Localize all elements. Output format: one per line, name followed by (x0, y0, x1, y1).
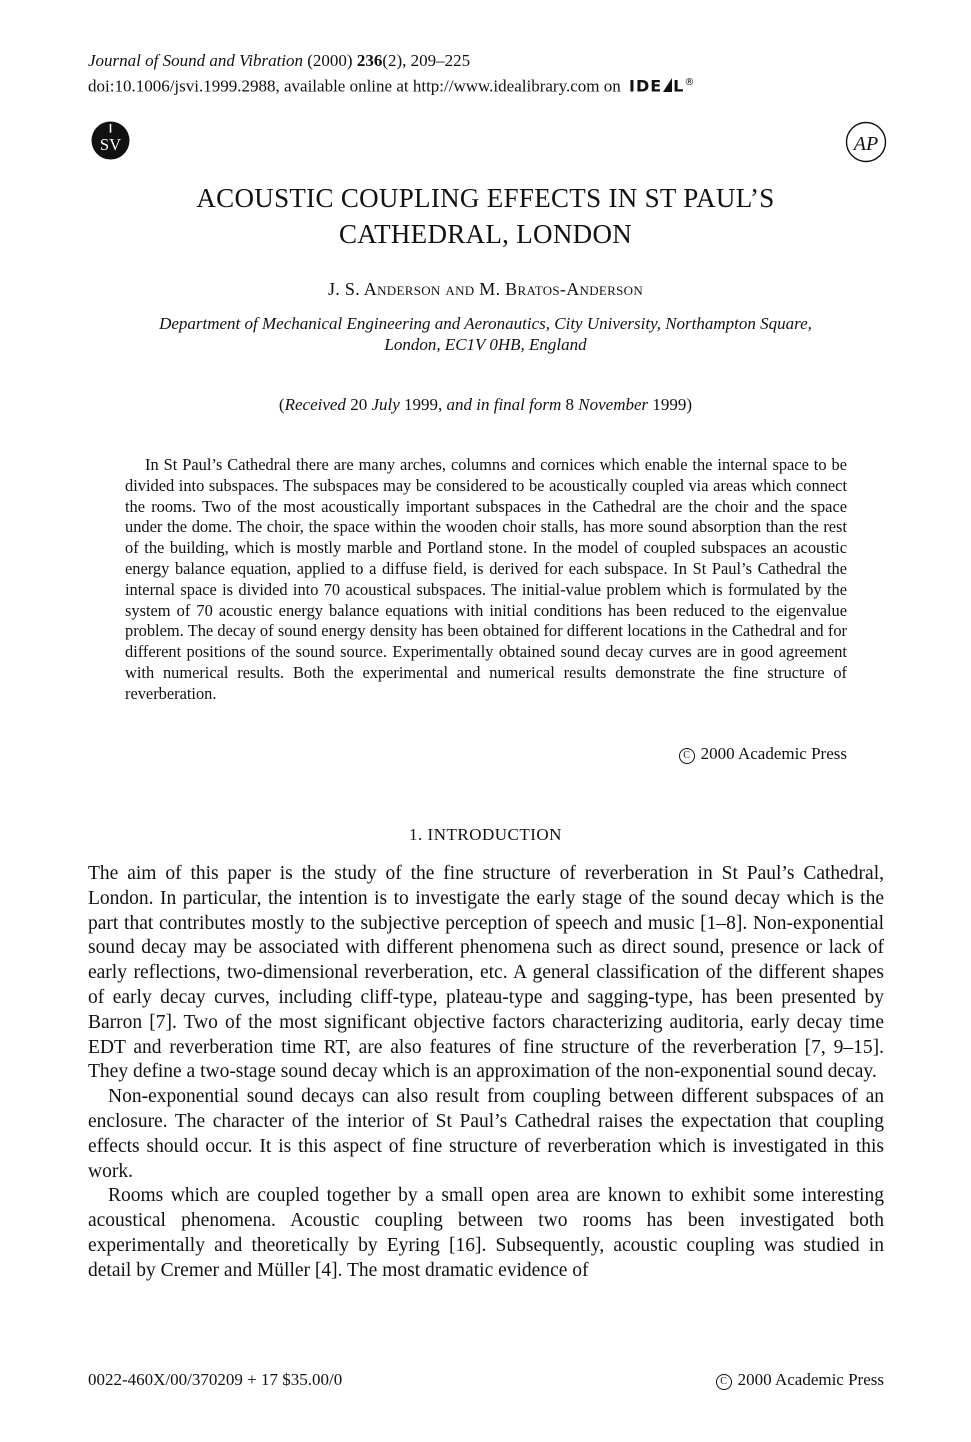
ideal-logo (629, 72, 695, 97)
journal-name: Journal of Sound and Vibration (88, 51, 304, 70)
received-paren: ( (278, 395, 285, 414)
intro-paragraph: Rooms which are coupled together by a small open area are known to exhibit some interesting acoustical phenomena. Acoustic coupling between two rooms has been investigated both experimentally and theoretically by Eyring [16]. Subsequently, acoustic coupling was studied in detail by Cremer and Müller [4]. The most dramatic evidence of (88, 1185, 884, 1281)
footer-copyright (716, 1370, 884, 1390)
title-line-1: ACOUSTIC COUPLING EFFECTS IN ST PAUL’S (196, 183, 775, 213)
title-line-2: CATHEDRAL, LONDON (338, 219, 633, 249)
abstract-copyright-text: 2000 Academic Press (700, 744, 847, 763)
abstract-text: In St Paul’s Cathedral there are many arches, columns and cornices which enable the internal space to be divided into subspaces. The subspaces may be considered to be acoustically coupled via areas which connect the rooms. Two of the most acoustically important subspaces in the Cathedral are the choir and the space under the dome. The choir, the space within the wooden choir stalls, has more sound absorption than the rest of the building, which is mostly marble and Portland stone. In the model of coupled subspaces an acoustic energy balance equation, applied to a diffuse field, is derived for each subspace. In St Paul’s Cathedral the internal space is divided into 70 acoustical subspaces. The initial-value problem which is formulated by the system of 70 acoustic energy balance equations with initial conditions has been reduced to the eigenvalue problem. The decay of sound energy density has been obtained for different locations in the Cathedral and for different positions of the sound source. Experimentally obtained sound decay curves are in good agreement with numerical results. Both the experimental and numerical results demonstrate the fine structure of reverberation. (125, 455, 847, 703)
citation-line (88, 50, 695, 72)
section-heading-introduction: 1. INTRODUCTION (409, 825, 562, 844)
journal-issue-pages: (2), 209–225 (382, 51, 471, 70)
footer-issn-price: 0022-460X/00/370209 + 17 $35.00/0 (88, 1370, 343, 1389)
journal-header (88, 50, 695, 97)
ideal-logo-text-b: L (673, 76, 685, 96)
intro-paragraph: The aim of this paper is the study of the fine structure of reverberation in St Paul’s Cathedral, London. In particular, the intention is to investigate the early stage of the sound decay which is the part that contributes mostly to the subjective perception of speech and music [1–8]. Non-exponential sound decay may be associated with different phenomena such as direct sound, presence or lack of early reflections, two-dimensional reverberation, etc. A general classification of the different shapes of early decay curves, including cliff-type, plateau-type and sagging-type, has been presented by Barron [7]. Two of the most significant objective factors characterizing auditoria, early decay time EDT and reverberation time RT, are also features of fine structure of the reverberation [7, 9–15]. They define a two-stage sound decay which is an approximation of the non-exponential sound decay. (88, 863, 884, 1083)
received-month: July (371, 395, 400, 414)
received-dates (0, 395, 971, 415)
received-word: Received (284, 395, 346, 414)
doi-line (88, 72, 695, 97)
affiliation-line-2: London, EC1V 0HB, England (384, 335, 587, 354)
paper-title (0, 180, 971, 252)
final-month: November (578, 395, 649, 414)
final-day: 8 (561, 395, 579, 414)
abstract-copyright (679, 744, 847, 764)
ideal-triangle-icon (663, 78, 672, 92)
received-day: 20 (345, 395, 372, 414)
ideal-logo-text-a: IDE (628, 76, 663, 96)
final-year: 1999) (648, 395, 693, 414)
intro-paragraph: Non-exponential sound decays can also result from coupling between different subspaces of an enclosure. The character of the interior of St Paul’s Cathedral raises the expectation that coupling effects should occur. It is this aspect of fine structure of reverberation which is investigated in this work. (88, 1086, 884, 1182)
sv-publisher-logo (91, 121, 130, 160)
introduction-body (88, 862, 884, 1284)
copyright-icon: C (679, 748, 695, 764)
journal-volume: 236 (356, 51, 383, 70)
doi-text: doi:10.1006/jsvi.1999.2988, available online at http://www.idealibrary.com on (88, 76, 621, 96)
author-affiliation (100, 313, 871, 355)
ap-logo-text: AP (853, 133, 879, 155)
sv-logo-text: SV (99, 135, 122, 155)
author-names: J. S. Anderson and M. Bratos-Anderson (327, 279, 644, 299)
final-form-phrase: and in final form (446, 395, 562, 414)
ap-publisher-logo (845, 121, 887, 163)
copyright-icon: C (716, 1374, 732, 1390)
registered-mark: ® (684, 77, 696, 88)
journal-year: (2000) (307, 51, 353, 70)
received-year: 1999, (399, 395, 447, 414)
footer-copyright-text: 2000 Academic Press (737, 1370, 884, 1389)
affiliation-line-1: Department of Mechanical Engineering and Aeronautics, City University, Northampton Square, (159, 314, 812, 333)
